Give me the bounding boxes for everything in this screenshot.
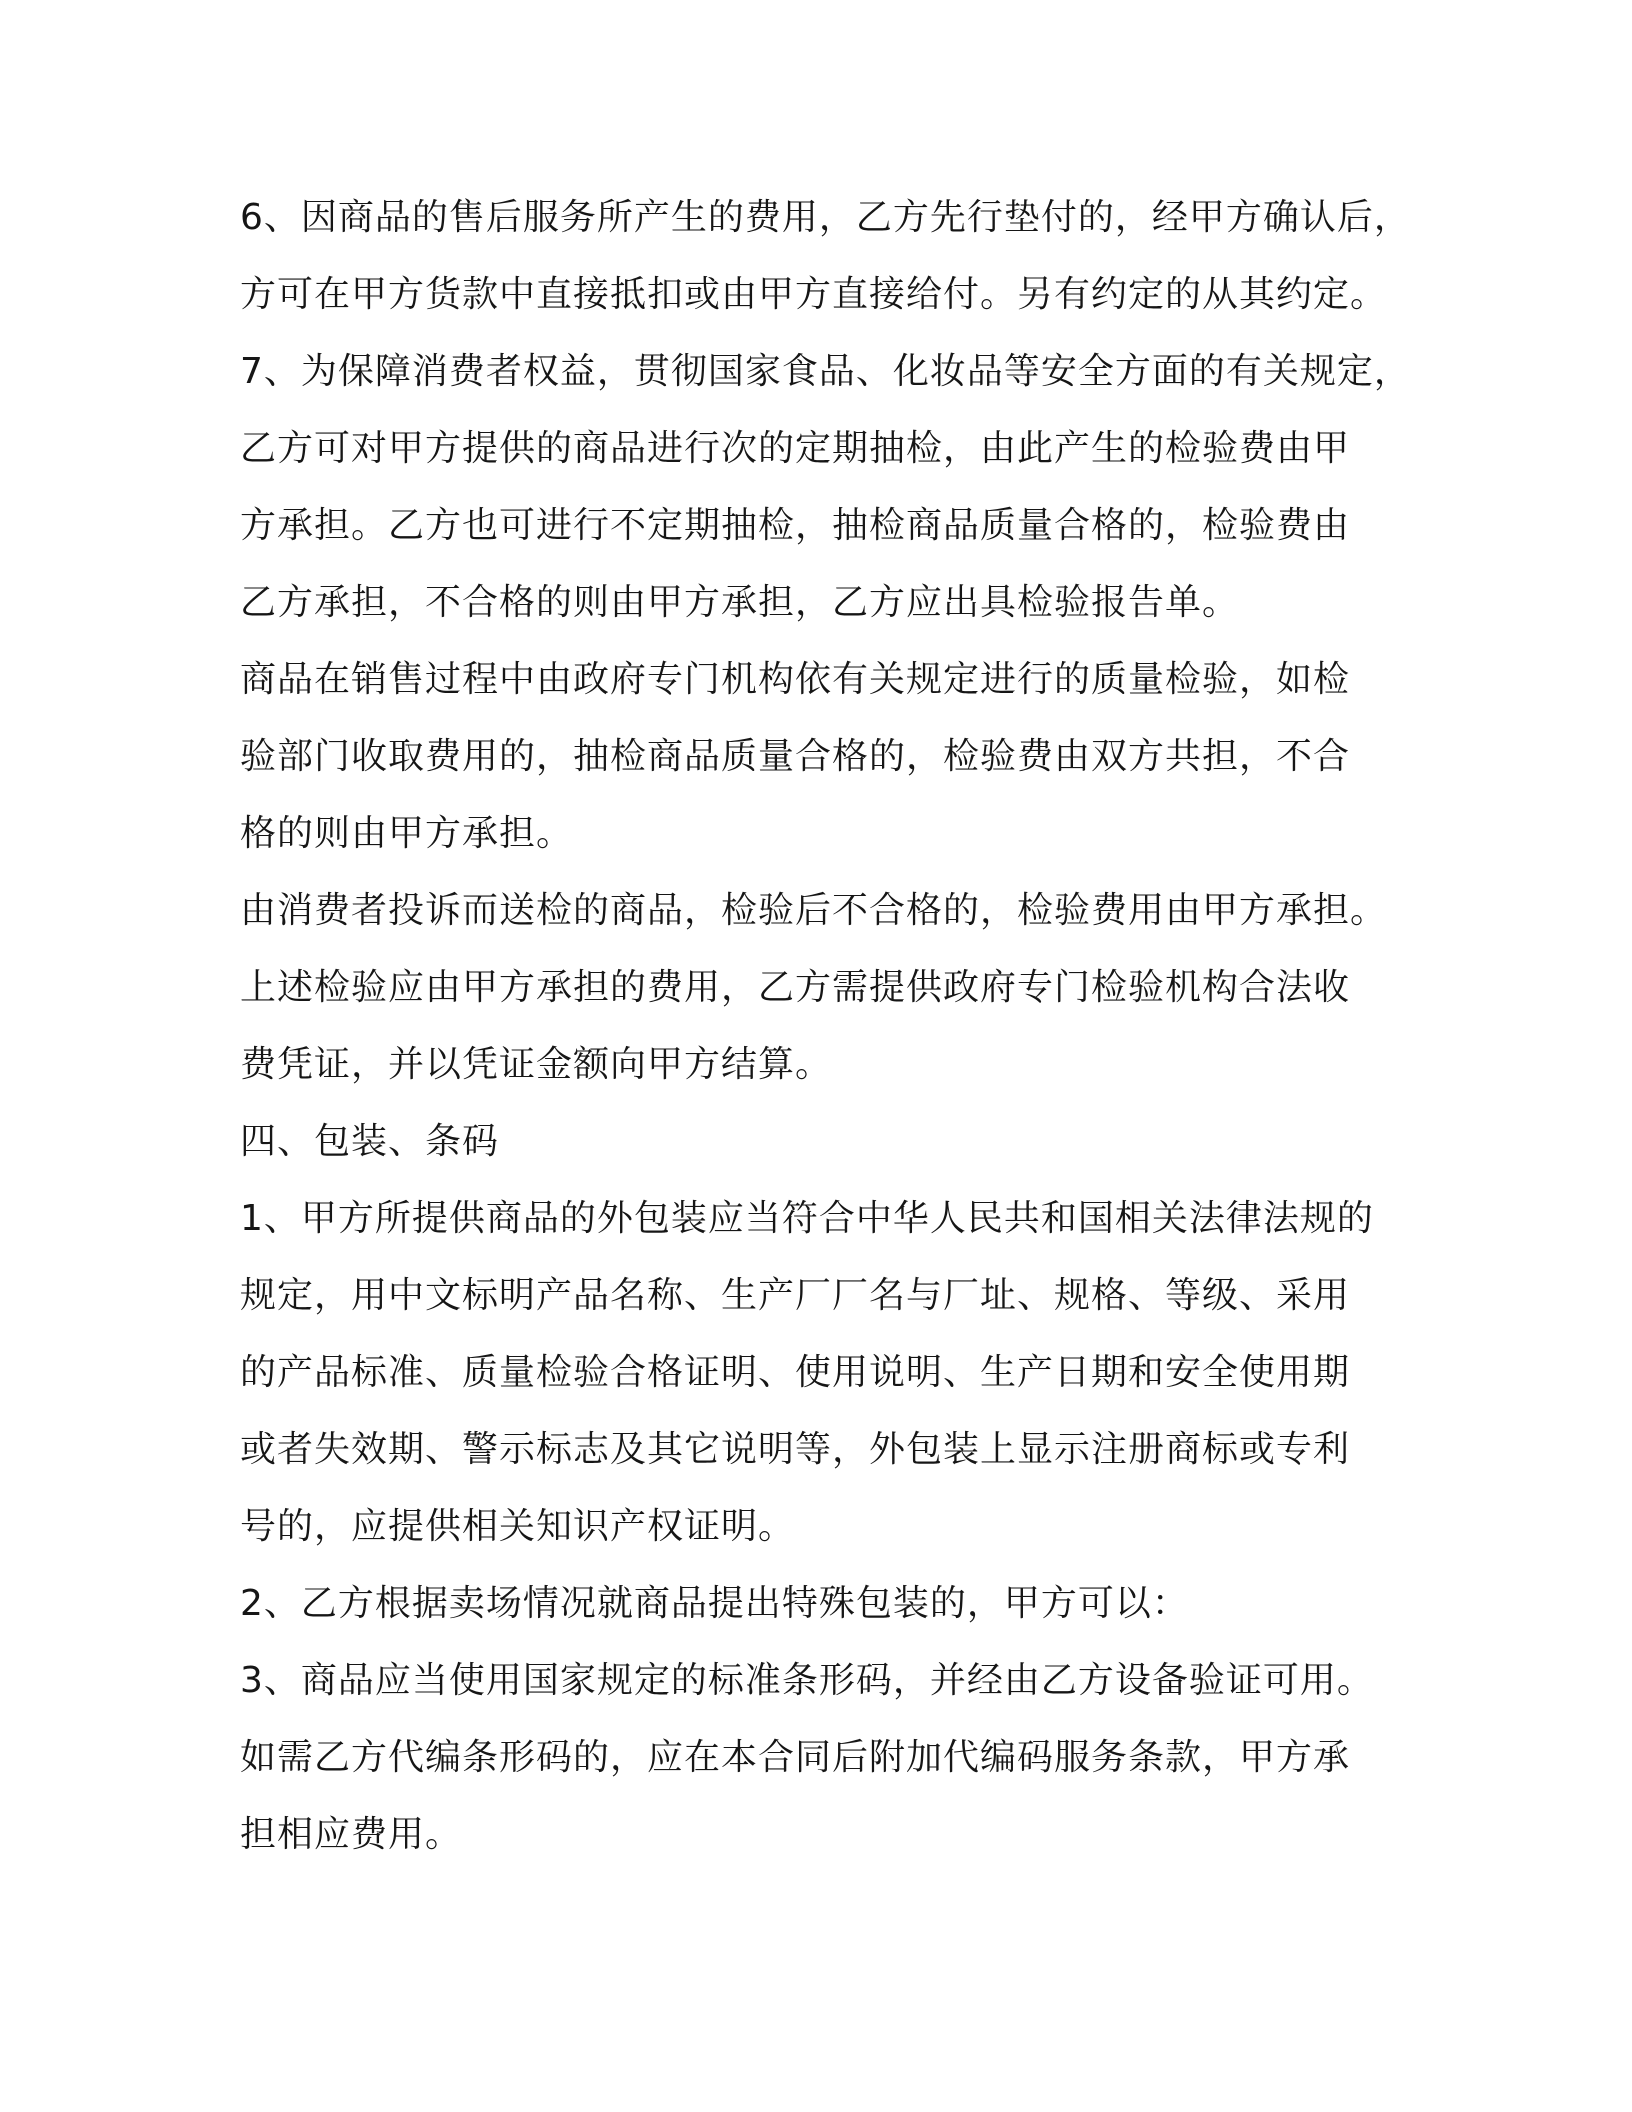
- text-line-16: 的产品标准、质量检验合格证明、使用说明、生产日期和安全使用期: [240, 1352, 1351, 1393]
- text-line-8: 验部门收取费用的，抽检商品质量合格的，检验费由双方共担，不合: [240, 736, 1351, 777]
- text-line-11: 上述检验应由甲方承担的费用，乙方需提供政府专门检验机构合法收: [240, 967, 1351, 1008]
- text-line-9: 格的则由甲方承担。: [240, 813, 574, 854]
- text-line-3: 7、为保障消费者权益，贯彻国家食品、化妆品等安全方面的有关规定，: [240, 351, 1411, 392]
- text-line-7: 商品在销售过程中由政府专门机构依有关规定进行的质量检验，如检: [240, 659, 1351, 700]
- text-line-22: 担相应费用。: [240, 1814, 463, 1855]
- text-line-1: 6、因商品的售后服务所产生的费用，乙方先行垫付的，经甲方确认后，: [240, 197, 1411, 238]
- text-line-4: 乙方可对甲方提供的商品进行次的定期抽检，由此产生的检验费由甲: [240, 428, 1351, 469]
- text-line-2: 方可在甲方货款中直接抵扣或由甲方直接给付。另有约定的从其约定。: [240, 274, 1388, 315]
- text-line-6: 乙方承担，不合格的则由甲方承担，乙方应出具检验报告单。: [240, 582, 1240, 623]
- text-line-12: 费凭证，并以凭证金额向甲方结算。: [240, 1044, 833, 1085]
- text-line-17: 或者失效期、警示标志及其它说明等，外包装上显示注册商标或专利: [240, 1429, 1351, 1470]
- section-heading: 四、包装、条码: [240, 1121, 500, 1162]
- text-line-10: 由消费者投诉而送检的商品，检验后不合格的，检验费用由甲方承担。: [240, 890, 1388, 931]
- text-line-20: 3、商品应当使用国家规定的标准条形码，并经由乙方设备验证可用。: [240, 1660, 1374, 1701]
- text-line-18: 号的，应提供相关知识产权证明。: [240, 1506, 796, 1547]
- text-line-19: 2、乙方根据卖场情况就商品提出特殊包装的，甲方可以：: [240, 1583, 1189, 1624]
- text-line-15: 规定，用中文标明产品名称、生产厂厂名与厂址、规格、等级、采用: [240, 1275, 1351, 1316]
- text-line-14: 1、甲方所提供商品的外包装应当符合中华人民共和国相关法律法规的: [240, 1198, 1374, 1239]
- text-line-5: 方承担。乙方也可进行不定期抽检，抽检商品质量合格的，检验费由: [240, 505, 1351, 546]
- text-line-21: 如需乙方代编条形码的，应在本合同后附加代编码服务条款，甲方承: [240, 1737, 1351, 1778]
